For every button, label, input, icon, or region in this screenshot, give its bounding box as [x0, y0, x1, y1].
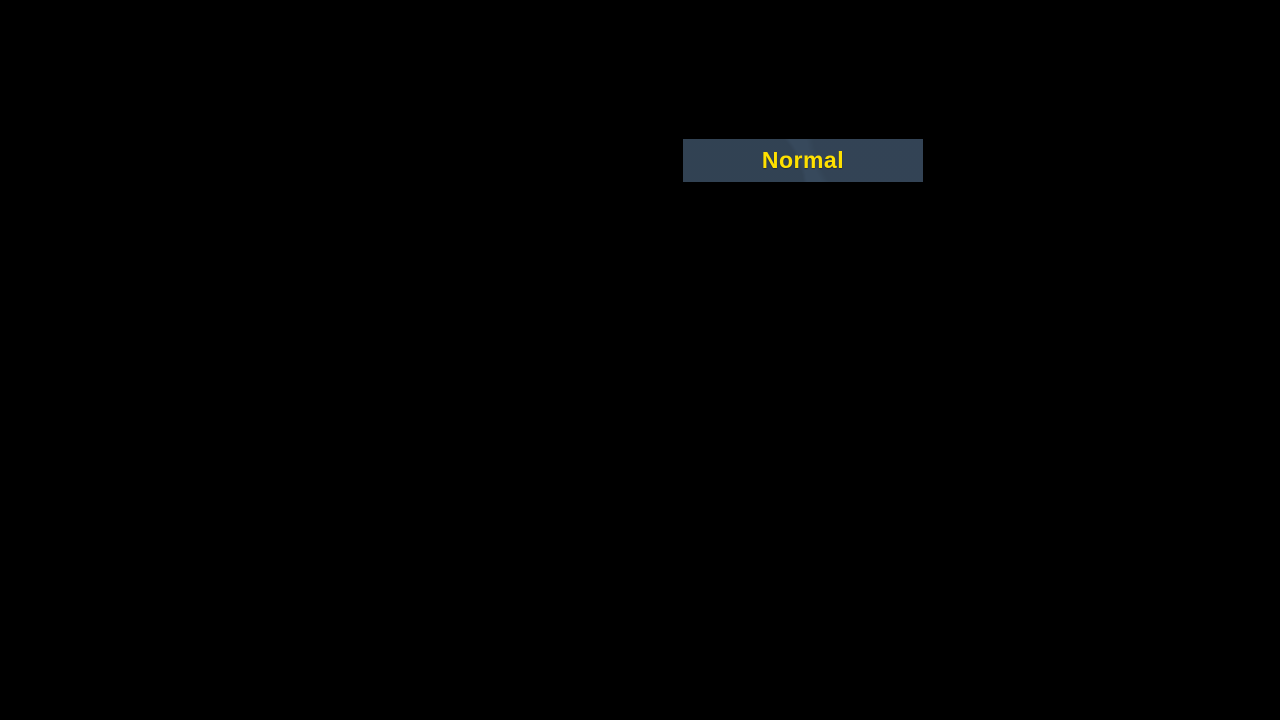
difficulty-normal-label: Normal — [761, 147, 845, 173]
difficulty-normal-button[interactable] — [683, 139, 923, 182]
